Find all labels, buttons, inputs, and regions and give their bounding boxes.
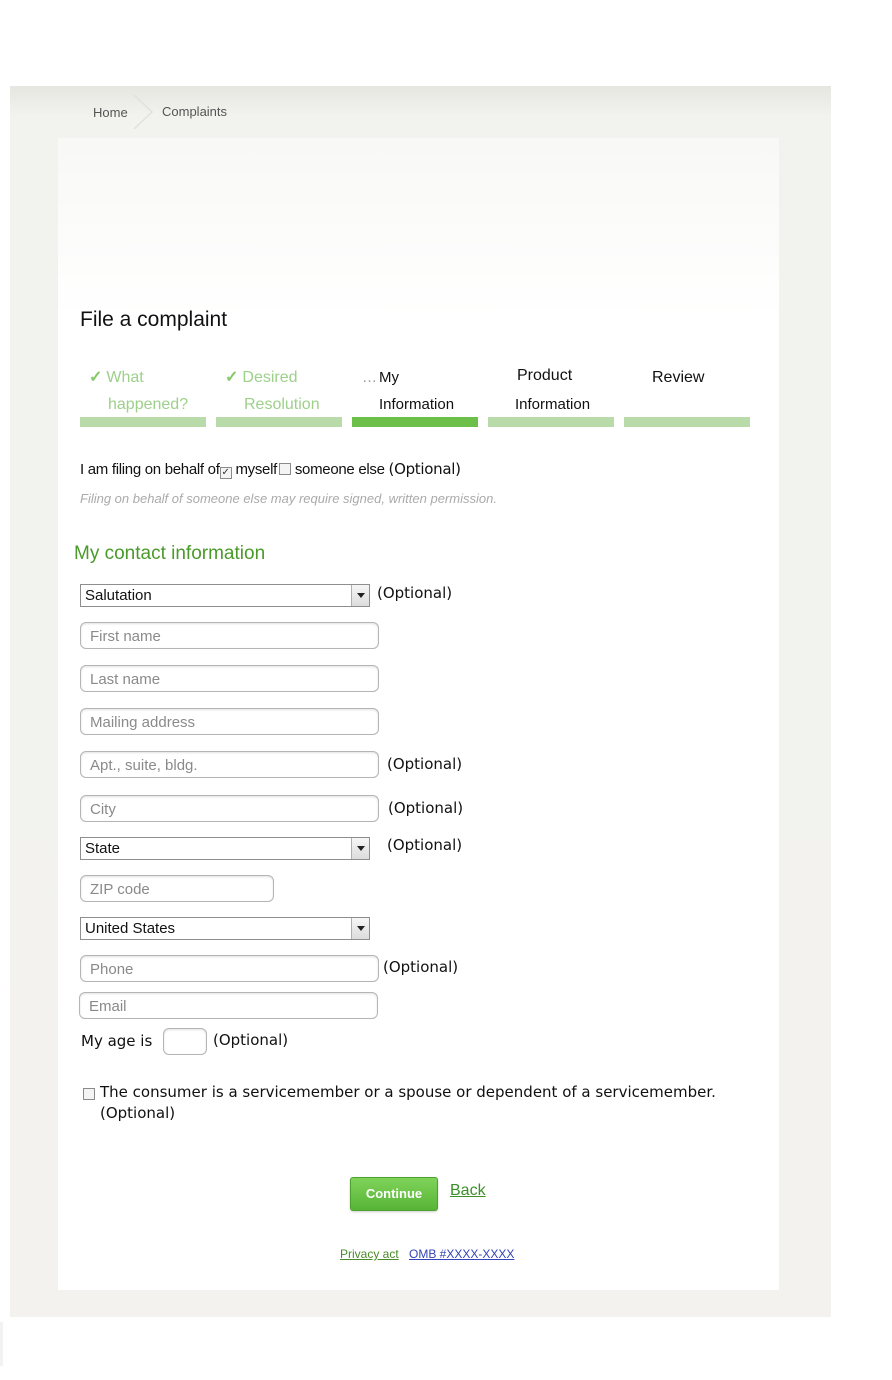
checkmark-icon: ✓ <box>225 369 239 386</box>
filing-on-behalf-label: I am filing on behalf of <box>80 461 220 478</box>
step-label: Review <box>652 369 705 386</box>
state-optional-label: (Optional) <box>387 836 463 854</box>
ellipsis-icon: … <box>362 369 377 386</box>
breadcrumb-current: Complaints <box>162 104 228 119</box>
myself-label: myself <box>235 461 277 478</box>
step-desired-resolution[interactable] <box>216 364 342 427</box>
step-progress-bar-current <box>352 417 478 427</box>
phone-optional-label: (Optional) <box>383 958 459 976</box>
step-product-information <box>488 364 614 427</box>
servicemember-label: The consumer is a servicemember or a spouse or dependent of a servicemember. <box>100 1083 716 1101</box>
step-progress-bar <box>488 417 614 427</box>
breadcrumb-home-link[interactable]: Home <box>93 105 128 120</box>
step-label: What <box>106 369 144 386</box>
page-title: File a complaint <box>80 308 228 331</box>
chevron-down-icon <box>351 838 369 859</box>
filing-on-behalf-row <box>80 460 461 479</box>
continue-button[interactable]: Continue <box>350 1177 438 1211</box>
city-field[interactable]: City <box>80 795 379 822</box>
apt-suite-field[interactable]: Apt., suite, bldg. <box>80 751 379 778</box>
age-optional-label: (Optional) <box>213 1031 289 1049</box>
omb-link[interactable]: OMB #XXXX-XXXX <box>409 1247 515 1261</box>
step-review <box>624 364 750 427</box>
step-label: happened? <box>108 396 189 413</box>
state-select[interactable] <box>80 837 370 860</box>
step-progress-bar <box>216 417 342 427</box>
step-progress-bar <box>624 417 750 427</box>
someone-else-label: someone else <box>294 461 385 478</box>
chevron-down-icon <box>351 585 369 606</box>
country-selected-value: United States <box>85 920 176 937</box>
country-select[interactable] <box>80 917 370 940</box>
step-label: Resolution <box>244 396 320 413</box>
checkmark-icon: ✓ <box>221 467 230 478</box>
city-optional-label: (Optional) <box>388 799 464 817</box>
breadcrumb-separator-icon <box>132 95 154 129</box>
last-name-field[interactable]: Last name <box>80 665 379 692</box>
salutation-selected-value: Salutation <box>85 587 152 604</box>
email-field[interactable]: Email <box>79 992 378 1019</box>
step-label: My <box>379 369 399 386</box>
step-label: Desired <box>242 369 298 386</box>
salutation-optional-label: (Optional) <box>377 584 453 602</box>
mailing-address-field[interactable]: Mailing address <box>80 708 379 735</box>
step-label: Product <box>517 367 573 384</box>
myself-checkbox[interactable] <box>220 467 232 479</box>
optional-label: (Optional) <box>388 460 461 478</box>
back-link[interactable]: Back <box>450 1182 486 1199</box>
step-progress-bar <box>80 417 206 427</box>
salutation-select[interactable] <box>80 584 370 607</box>
contact-section-title: My contact information <box>74 543 266 564</box>
servicemember-checkbox[interactable] <box>83 1088 95 1100</box>
chevron-down-icon <box>351 918 369 939</box>
servicemember-optional-label: (Optional) <box>100 1104 176 1122</box>
checkmark-icon: ✓ <box>89 369 103 386</box>
permission-note: Filing on behalf of someone else may require signed, written permission. <box>80 491 497 506</box>
step-my-information <box>352 364 478 427</box>
step-label: Information <box>379 396 455 413</box>
step-label: Information <box>515 396 591 413</box>
state-selected-value: State <box>85 840 121 857</box>
age-field[interactable] <box>163 1028 207 1055</box>
apt-optional-label: (Optional) <box>387 755 463 773</box>
first-name-field[interactable]: First name <box>80 622 379 649</box>
zip-code-field[interactable]: ZIP code <box>80 875 274 902</box>
edge-divider <box>0 1322 3 1366</box>
servicemember-text <box>100 1082 760 1124</box>
progress-steps <box>80 364 750 428</box>
step-what-happened[interactable] <box>80 364 206 427</box>
privacy-act-link[interactable]: Privacy act <box>340 1247 399 1261</box>
phone-field[interactable]: Phone <box>80 955 379 982</box>
someone-else-checkbox[interactable] <box>279 463 291 475</box>
age-label: My age is <box>81 1032 153 1050</box>
